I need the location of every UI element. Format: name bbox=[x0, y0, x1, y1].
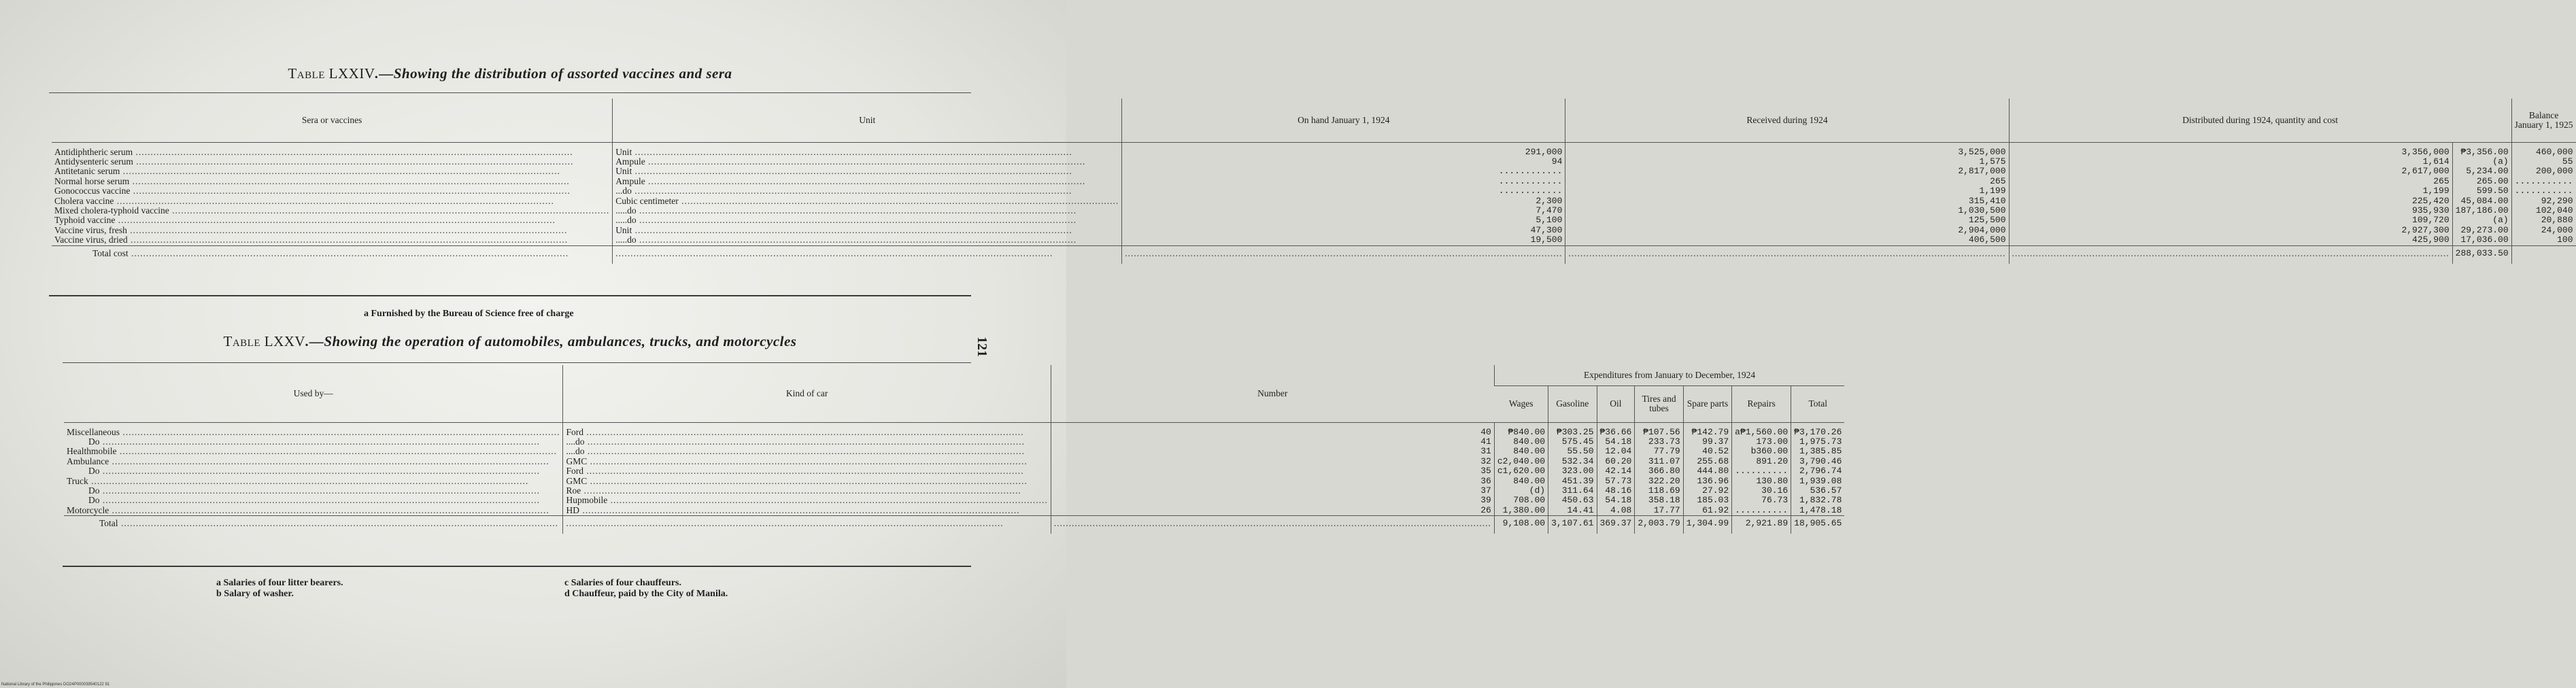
cell-repairs: a₱1,560.00 bbox=[1732, 428, 1791, 437]
cell-gasoline: 311.64 bbox=[1548, 486, 1597, 496]
table75-footnote-d: d Chauffeur, paid by the City of Manila. bbox=[564, 589, 728, 599]
total-oil: 369.37 bbox=[1597, 516, 1635, 534]
cell-distributed-cost: 29,273.00 bbox=[2452, 226, 2511, 235]
cell-received: 1,575 bbox=[1565, 157, 2009, 167]
cell-number: 36 bbox=[1051, 477, 1494, 486]
cell-used-by: Healthmobile ..... bbox=[64, 447, 563, 456]
table-row bbox=[52, 148, 2576, 157]
cell-spare-parts: 27.92 bbox=[1683, 486, 1731, 496]
cell-used-by: Do ..... bbox=[64, 466, 563, 476]
header-tires-and-tubes: Tires and tubes bbox=[1635, 385, 1683, 422]
cell-total: 1,975.73 bbox=[1791, 437, 1845, 447]
cell-gasoline: 451.39 bbox=[1548, 477, 1597, 486]
cell-on-hand: ............ bbox=[1122, 177, 1565, 186]
table-total-row bbox=[52, 245, 2576, 264]
empty-cell bbox=[1051, 516, 1494, 534]
cell-used-by: Motorcycle ..... bbox=[64, 506, 563, 516]
cell-used-by: Do ..... bbox=[64, 486, 563, 496]
cell-used-by: Do ..... bbox=[64, 496, 563, 505]
cell-tires: ₱107.56 bbox=[1635, 428, 1683, 437]
table75-title: Table LXXV.—Showing the operation of automobiles, ambulances, trucks, and motorcycles bbox=[223, 333, 797, 349]
cell-distributed-qty: 1,199 bbox=[2009, 186, 2452, 196]
cell-balance: 102,040 bbox=[2511, 206, 2575, 216]
cell-spare-parts: 136.96 bbox=[1683, 477, 1731, 486]
cell-total: 1,478.18 bbox=[1791, 506, 1845, 516]
cell-wages: (d) bbox=[1494, 486, 1548, 496]
cell-repairs: 76.73 bbox=[1732, 496, 1791, 505]
header-wages: Wages bbox=[1494, 385, 1548, 422]
cell-unit: .....do ..... bbox=[613, 235, 1122, 245]
total-wages: 9,108.00 bbox=[1494, 516, 1548, 534]
table75-footnote-b: b Salary of washer. bbox=[216, 589, 294, 599]
cell-kind-of-car: Ford ..... bbox=[563, 428, 1051, 437]
cell-tires: 322.20 bbox=[1635, 477, 1683, 486]
cell-received: 125,500 bbox=[1565, 216, 2009, 225]
cell-distributed-cost: (a) bbox=[2452, 216, 2511, 225]
cell-total: ₱3,170.26 bbox=[1791, 428, 1845, 437]
total-cost-label: Total cost ..... bbox=[52, 245, 613, 264]
cell-oil: 57.73 bbox=[1597, 477, 1635, 486]
cell-tires: 17.77 bbox=[1635, 506, 1683, 516]
cell-number: 32 bbox=[1051, 457, 1494, 466]
header-received: Received during 1924 bbox=[1565, 99, 2009, 142]
cell-on-hand: 291,000 bbox=[1122, 148, 1565, 157]
cell-spare-parts: 185.03 bbox=[1683, 496, 1731, 505]
table-row bbox=[64, 437, 1844, 447]
cell-wages: c1,620.00 bbox=[1494, 466, 1548, 476]
table74-footnote: a Furnished by the Bureau of Science free of charge bbox=[364, 309, 574, 319]
cell-spare-parts: 255.68 bbox=[1683, 457, 1731, 466]
cell-balance: 200,000 bbox=[2511, 167, 2575, 176]
cell-unit: Cubic centimeter ..... bbox=[613, 196, 1122, 206]
cell-distributed-qty: 109,720 bbox=[2009, 216, 2452, 225]
cell-oil: 54.18 bbox=[1597, 437, 1635, 447]
cell-on-hand: 5,100 bbox=[1122, 216, 1565, 225]
total-spare-parts: 1,304.99 bbox=[1683, 516, 1731, 534]
cell-unit: ...do ..... bbox=[613, 186, 1122, 196]
cell-gasoline: 575.45 bbox=[1548, 437, 1597, 447]
cell-distributed-qty: 935,930 bbox=[2009, 206, 2452, 216]
cell-used-by: Ambulance ..... bbox=[64, 457, 563, 466]
cell-oil: 54.18 bbox=[1597, 496, 1635, 505]
cell-name: Mixed cholera-typhoid vaccine ..... bbox=[52, 206, 613, 216]
cell-repairs: 891.20 bbox=[1732, 457, 1791, 466]
cell-on-hand: 19,500 bbox=[1122, 235, 1565, 245]
cell-gasoline: 55.50 bbox=[1548, 447, 1597, 456]
table74-top-rule bbox=[49, 92, 971, 93]
table-total-row bbox=[64, 516, 1844, 534]
cell-distributed-qty: 2,617,000 bbox=[2009, 167, 2452, 176]
cell-kind-of-car: HD ..... bbox=[563, 506, 1051, 516]
cell-kind-of-car: GMC ..... bbox=[563, 457, 1051, 466]
header-total: Total bbox=[1791, 385, 1845, 422]
table75-footnote-a: a Salaries of four litter bearers. bbox=[216, 578, 343, 588]
header-unit: Unit bbox=[613, 99, 1122, 142]
total-label: Total ..... bbox=[64, 516, 563, 534]
cell-distributed-cost: 265.00 bbox=[2452, 177, 2511, 186]
cell-received: 315,410 bbox=[1565, 196, 2009, 206]
header-spare-parts: Spare parts bbox=[1683, 385, 1731, 422]
header-repairs: Repairs bbox=[1732, 385, 1791, 422]
header-used-by: Used by— bbox=[64, 365, 563, 422]
table-row bbox=[64, 428, 1844, 437]
cell-repairs: .......... bbox=[1732, 506, 1791, 516]
cell-received: 3,525,000 bbox=[1565, 148, 2009, 157]
cell-received: 1,030,500 bbox=[1565, 206, 2009, 216]
table74-bottom-rule bbox=[49, 295, 971, 296]
header-kind-of-car: Kind of car bbox=[563, 365, 1051, 422]
cell-on-hand: ............ bbox=[1122, 186, 1565, 196]
header-distributed: Distributed during 1924, quantity and cost bbox=[2009, 99, 2511, 142]
cell-received: 265 bbox=[1565, 177, 2009, 186]
table-row bbox=[52, 157, 2576, 167]
cell-balance: 100 bbox=[2511, 235, 2575, 245]
table-row bbox=[64, 486, 1844, 496]
cell-gasoline: 532.34 bbox=[1548, 457, 1597, 466]
cell-number: 31 bbox=[1051, 447, 1494, 456]
cell-on-hand: ............ bbox=[1122, 167, 1565, 176]
cell-used-by: Do ..... bbox=[64, 437, 563, 447]
cell-number: 40 bbox=[1051, 428, 1494, 437]
cell-number: 26 bbox=[1051, 506, 1494, 516]
cell-unit: Unit ..... bbox=[613, 226, 1122, 235]
cell-on-hand: 7,470 bbox=[1122, 206, 1565, 216]
cell-distributed-cost: 45,084.00 bbox=[2452, 196, 2511, 206]
table-row bbox=[64, 506, 1844, 516]
table-row bbox=[52, 235, 2576, 245]
cell-distributed-qty: 1,614 bbox=[2009, 157, 2452, 167]
cell-name: Typhoid vaccine ..... bbox=[52, 216, 613, 225]
cell-name: Normal horse serum ..... bbox=[52, 177, 613, 186]
page-number: 121 bbox=[975, 337, 989, 357]
cell-used-by: Truck ..... bbox=[64, 477, 563, 486]
table75-top-rule bbox=[63, 362, 971, 363]
cell-tires: 358.18 bbox=[1635, 496, 1683, 505]
total-gasoline: 3,107.61 bbox=[1548, 516, 1597, 534]
cell-tires: 311.07 bbox=[1635, 457, 1683, 466]
total-tires: 2,003.79 bbox=[1635, 516, 1683, 534]
cell-number: 35 bbox=[1051, 466, 1494, 476]
table-row bbox=[64, 466, 1844, 476]
cell-oil: 48.16 bbox=[1597, 486, 1635, 496]
cell-wages: c2,040.00 bbox=[1494, 457, 1548, 466]
cell-tires: 366.80 bbox=[1635, 466, 1683, 476]
cell-distributed-cost: ₱3,356.00 bbox=[2452, 148, 2511, 157]
empty-cell bbox=[2511, 245, 2575, 264]
cell-balance: ........... bbox=[2511, 177, 2575, 186]
cell-gasoline: 450.63 bbox=[1548, 496, 1597, 505]
table-row bbox=[52, 196, 2576, 206]
table-row bbox=[52, 177, 2576, 186]
cell-balance: 92,290 bbox=[2511, 196, 2575, 206]
cell-oil: 60.20 bbox=[1597, 457, 1635, 466]
cell-kind-of-car: Hupmobile ..... bbox=[563, 496, 1051, 505]
header-expenditures: Expenditures from January to December, 1924 bbox=[1494, 365, 1844, 385]
cell-number: 39 bbox=[1051, 496, 1494, 505]
cell-tires: 233.73 bbox=[1635, 437, 1683, 447]
cell-repairs: 173.00 bbox=[1732, 437, 1791, 447]
cell-spare-parts: 444.80 bbox=[1683, 466, 1731, 476]
cell-repairs: 30.16 bbox=[1732, 486, 1791, 496]
cell-oil: 12.04 bbox=[1597, 447, 1635, 456]
cell-repairs: b360.00 bbox=[1732, 447, 1791, 456]
cell-name: Antidysenteric serum ..... bbox=[52, 157, 613, 167]
cell-kind-of-car: Ford ..... bbox=[563, 466, 1051, 476]
header-on-hand: On hand January 1, 1924 bbox=[1122, 99, 1565, 142]
cell-unit: .....do ..... bbox=[613, 206, 1122, 216]
cell-balance: 55 bbox=[2511, 157, 2575, 167]
cell-total: 536.57 bbox=[1791, 486, 1845, 496]
table74 bbox=[52, 99, 2576, 264]
cell-repairs: .......... bbox=[1732, 466, 1791, 476]
cell-total: 3,790.46 bbox=[1791, 457, 1845, 466]
cell-oil: ₱36.66 bbox=[1597, 428, 1635, 437]
cell-distributed-qty: 2,927,300 bbox=[2009, 226, 2452, 235]
cell-distributed-qty: 425,900 bbox=[2009, 235, 2452, 245]
table-row bbox=[52, 206, 2576, 216]
cell-total: 1,832.78 bbox=[1791, 496, 1845, 505]
cell-repairs: 130.80 bbox=[1732, 477, 1791, 486]
table-row bbox=[52, 186, 2576, 196]
cell-name: Gonococcus vaccine ..... bbox=[52, 186, 613, 196]
cell-number: 37 bbox=[1051, 486, 1494, 496]
cell-kind-of-car: GMC ..... bbox=[563, 477, 1051, 486]
table74-title: Table LXXIV.—Showing the distribution of assorted vaccines and sera bbox=[288, 65, 732, 82]
cell-unit: Ampule ..... bbox=[613, 157, 1122, 167]
cell-balance: 20,880 bbox=[2511, 216, 2575, 225]
cell-distributed-cost: (a) bbox=[2452, 157, 2511, 167]
cell-number: 41 bbox=[1051, 437, 1494, 447]
cell-unit: .....do ..... bbox=[613, 216, 1122, 225]
header-gasoline: Gasoline bbox=[1548, 385, 1597, 422]
cell-gasoline: ₱303.25 bbox=[1548, 428, 1597, 437]
header-balance: Balance January 1, 1925 bbox=[2511, 99, 2575, 142]
table75-bottom-rule bbox=[63, 566, 971, 567]
cell-wages: 708.00 bbox=[1494, 496, 1548, 505]
cell-kind-of-car: ....do ..... bbox=[563, 437, 1051, 447]
cell-used-by: Miscellaneous ..... bbox=[64, 428, 563, 437]
total-total: 18,905.65 bbox=[1791, 516, 1845, 534]
cell-spare-parts: ₱142.79 bbox=[1683, 428, 1731, 437]
cell-distributed-cost: 5,234.00 bbox=[2452, 167, 2511, 176]
table-row bbox=[64, 447, 1844, 456]
cell-gasoline: 14.41 bbox=[1548, 506, 1597, 516]
empty-cell bbox=[613, 245, 1122, 264]
cell-kind-of-car: ....do ..... bbox=[563, 447, 1051, 456]
cell-tires: 77.79 bbox=[1635, 447, 1683, 456]
table-row bbox=[64, 457, 1844, 466]
cell-oil: 4.08 bbox=[1597, 506, 1635, 516]
cell-oil: 42.14 bbox=[1597, 466, 1635, 476]
cell-total: 1,385.85 bbox=[1791, 447, 1845, 456]
cell-total: 2,796.74 bbox=[1791, 466, 1845, 476]
total-repairs: 2,921.89 bbox=[1732, 516, 1791, 534]
cell-kind-of-car: Roe ..... bbox=[563, 486, 1051, 496]
cell-unit: Unit ..... bbox=[613, 148, 1122, 157]
table75 bbox=[64, 365, 1844, 534]
header-oil: Oil bbox=[1597, 385, 1635, 422]
empty-cell bbox=[1565, 245, 2009, 264]
cell-balance: ........... bbox=[2511, 186, 2575, 196]
cell-unit: Unit ..... bbox=[613, 167, 1122, 176]
cell-tires: 118.69 bbox=[1635, 486, 1683, 496]
cell-received: 2,817,000 bbox=[1565, 167, 2009, 176]
table75-footnote-c: c Salaries of four chauffeurs. bbox=[564, 578, 681, 588]
cell-spare-parts: 61.92 bbox=[1683, 506, 1731, 516]
cell-distributed-qty: 225,420 bbox=[2009, 196, 2452, 206]
header-sera-or-vaccines: Sera or vaccines bbox=[52, 99, 613, 142]
cell-distributed-cost: 187,186.00 bbox=[2452, 206, 2511, 216]
scan-credit: National Library of the Philippines DO24P000039540122 91 bbox=[1, 683, 110, 687]
cell-on-hand: 47,300 bbox=[1122, 226, 1565, 235]
cell-name: Vaccine virus, dried ..... bbox=[52, 235, 613, 245]
header-number: Number bbox=[1051, 365, 1494, 422]
empty-cell bbox=[1122, 245, 1565, 264]
cell-received: 2,904,000 bbox=[1565, 226, 2009, 235]
cell-name: Vaccine virus, fresh ..... bbox=[52, 226, 613, 235]
table-row bbox=[52, 226, 2576, 235]
cell-balance: 460,000 bbox=[2511, 148, 2575, 157]
cell-wages: 1,380.00 bbox=[1494, 506, 1548, 516]
cell-name: Cholera vaccine ..... bbox=[52, 196, 613, 206]
table-row bbox=[52, 216, 2576, 225]
cell-received: 406,500 bbox=[1565, 235, 2009, 245]
empty-cell bbox=[563, 516, 1051, 534]
cell-gasoline: 323.00 bbox=[1548, 466, 1597, 476]
cell-name: Antidiphtheric serum ..... bbox=[52, 148, 613, 157]
cell-wages: 840.00 bbox=[1494, 477, 1548, 486]
cell-spare-parts: 99.37 bbox=[1683, 437, 1731, 447]
cell-distributed-qty: 3,356,000 bbox=[2009, 148, 2452, 157]
cell-wages: 840.00 bbox=[1494, 437, 1548, 447]
total-cost-value: 288,033.50 bbox=[2452, 245, 2511, 264]
cell-wages: ₱840.00 bbox=[1494, 428, 1548, 437]
table-row bbox=[64, 496, 1844, 505]
empty-cell bbox=[2009, 245, 2452, 264]
cell-wages: 840.00 bbox=[1494, 447, 1548, 456]
cell-unit: Ampule ..... bbox=[613, 177, 1122, 186]
cell-distributed-cost: 599.50 bbox=[2452, 186, 2511, 196]
cell-received: 1,199 bbox=[1565, 186, 2009, 196]
cell-spare-parts: 40.52 bbox=[1683, 447, 1731, 456]
cell-on-hand: 94 bbox=[1122, 157, 1565, 167]
cell-on-hand: 2,300 bbox=[1122, 196, 1565, 206]
table-row bbox=[52, 167, 2576, 176]
cell-distributed-qty: 265 bbox=[2009, 177, 2452, 186]
cell-name: Antitetanic serum ..... bbox=[52, 167, 613, 176]
cell-distributed-cost: 17,036.00 bbox=[2452, 235, 2511, 245]
table-row bbox=[64, 477, 1844, 486]
cell-balance: 24,000 bbox=[2511, 226, 2575, 235]
cell-total: 1,939.08 bbox=[1791, 477, 1845, 486]
